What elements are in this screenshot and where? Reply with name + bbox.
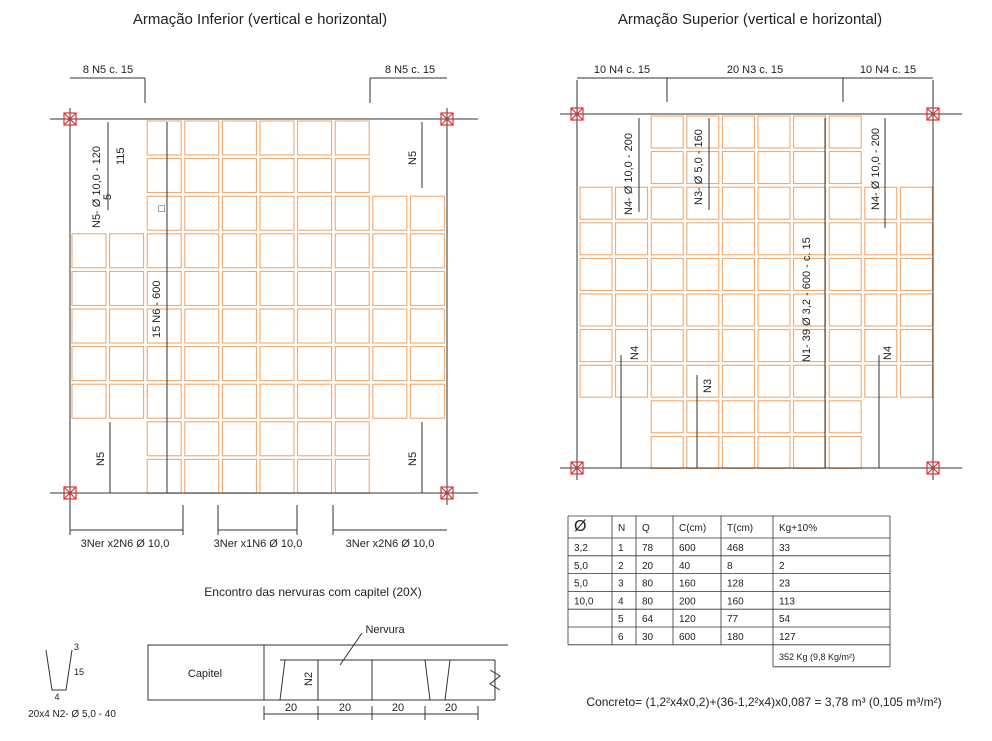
table-cell: 113 xyxy=(779,596,795,608)
detail-drawing xyxy=(46,633,508,720)
waffle-cell xyxy=(260,309,294,343)
waffle-cell xyxy=(222,459,256,493)
waffle-cell xyxy=(580,223,612,255)
waffle-cell xyxy=(260,159,294,193)
waffle-cell xyxy=(580,294,612,326)
waffle-cell xyxy=(758,401,790,433)
table-cell: 5,0 xyxy=(574,578,588,590)
right-plan xyxy=(560,78,962,480)
stirrup-height-dim: 15 xyxy=(74,667,85,677)
waffle-cell xyxy=(829,223,861,255)
stirrup-label: 20x4 N2- Ø 5,0 - 40 xyxy=(28,709,116,720)
waffle-cell xyxy=(829,365,861,397)
waffle-cell xyxy=(260,384,294,418)
waffle-cell xyxy=(335,196,369,230)
waffle-cell xyxy=(410,347,444,381)
table-cell: 10,0 xyxy=(574,596,594,608)
table-cell: 600 xyxy=(679,632,696,643)
waffle-cell xyxy=(298,159,332,193)
table-cell: 120 xyxy=(679,614,696,626)
waffle-cell xyxy=(722,330,754,362)
waffle-cell xyxy=(758,116,790,148)
waffle-cell xyxy=(651,294,683,326)
waffle-cell xyxy=(758,187,790,219)
waffle-cell xyxy=(410,309,444,343)
waffle-cell xyxy=(373,384,407,418)
waffle-cell xyxy=(72,347,106,381)
n5-small-label: □ xyxy=(156,205,168,212)
waffle-cell xyxy=(687,330,719,362)
waffle-cell xyxy=(185,234,219,268)
waffle-cell xyxy=(147,347,181,381)
waffle-cell xyxy=(185,196,219,230)
table-cell: 33 xyxy=(779,543,791,554)
waffle-cell xyxy=(580,365,612,397)
table-cell: 2 xyxy=(618,560,624,572)
waffle-cell xyxy=(222,384,256,418)
waffle-cell xyxy=(147,196,181,230)
waffle-cell xyxy=(147,384,181,418)
waffle-cell xyxy=(900,330,932,362)
n5-detail-label: N5- Ø 10,0 - 120 xyxy=(91,146,103,228)
table-cell: 5 xyxy=(618,614,624,626)
waffle-cell xyxy=(722,223,754,255)
waffle-cell xyxy=(410,384,444,418)
waffle-cell xyxy=(794,116,826,148)
waffle-cell xyxy=(185,384,219,418)
waffle-cell xyxy=(147,159,181,193)
waffle-cell xyxy=(72,234,106,268)
left-top-left-dimension: 8 N5 c. 15 xyxy=(82,64,134,76)
bottom-left-dimension: 3Ner x2N6 Ø 10,0 xyxy=(80,538,170,550)
bottom-right-dimension: 3Ner x2N6 Ø 10,0 xyxy=(345,538,435,550)
table-cell: 200 xyxy=(679,596,696,608)
waffle-cell xyxy=(222,196,256,230)
waffle-cell xyxy=(222,422,256,456)
waffle-cell xyxy=(900,258,932,290)
waffle-cell xyxy=(410,196,444,230)
table-cell: 30 xyxy=(642,632,654,643)
waffle-cell xyxy=(298,309,332,343)
n5-top-right-label: N5 xyxy=(407,150,419,165)
table-cell: 2 xyxy=(779,560,785,572)
waffle-cell xyxy=(147,422,181,456)
waffle-cell xyxy=(222,159,256,193)
waffle-cell xyxy=(758,365,790,397)
n5-length-label: 115 xyxy=(115,147,127,165)
waffle-cell xyxy=(829,330,861,362)
waffle-cell xyxy=(722,365,754,397)
waffle-cell xyxy=(260,459,294,493)
waffle-cell xyxy=(687,294,719,326)
table-cell: 64 xyxy=(642,614,654,626)
waffle-cell xyxy=(829,294,861,326)
waffle-cell xyxy=(722,258,754,290)
table-header: C(cm) xyxy=(679,523,707,534)
waffle-cell xyxy=(687,401,719,433)
bottom-middle-dimension: 3Ner x1N6 Ø 10,0 xyxy=(213,538,303,550)
spacing-4: 20 xyxy=(444,702,458,714)
table-cell: 6 xyxy=(618,632,624,643)
concrete-formula: Concreto= (1,2²x4x0,2)+(36-1,2²x4)x0,087 = 3,78 m³ (0,105 m³/m²) xyxy=(586,695,942,709)
n4-left-label: N4- Ø 10,0 - 200 xyxy=(623,133,635,215)
table-cell: 468 xyxy=(727,543,744,554)
waffle-cell xyxy=(185,271,219,305)
waffle-cell xyxy=(260,196,294,230)
n4-small-left-label: N4 xyxy=(629,345,641,360)
waffle-cell xyxy=(72,271,106,305)
waffle-cell xyxy=(722,436,754,468)
waffle-cell xyxy=(722,116,754,148)
waffle-cell xyxy=(373,196,407,230)
table-cell: 600 xyxy=(679,543,696,554)
waffle-cell xyxy=(580,258,612,290)
stirrup-top-dim: 3 xyxy=(74,642,80,652)
waffle-cell xyxy=(110,347,144,381)
waffle-cell xyxy=(651,116,683,148)
waffle-cell xyxy=(865,223,897,255)
table-cell: 4 xyxy=(618,596,624,608)
waffle-cell xyxy=(651,258,683,290)
waffle-cell xyxy=(110,384,144,418)
stirrup-bottom-dim: 4 xyxy=(54,692,60,702)
waffle-cell xyxy=(298,422,332,456)
waffle-cell xyxy=(865,294,897,326)
waffle-cell xyxy=(829,258,861,290)
waffle-cell xyxy=(335,459,369,493)
n5-bottom-right-label: N5 xyxy=(407,451,419,466)
table-cell: 40 xyxy=(679,560,691,572)
spacing-1: 20 xyxy=(284,702,298,714)
waffle-cell xyxy=(758,330,790,362)
waffle-cell xyxy=(900,187,932,219)
waffle-cell xyxy=(410,271,444,305)
table-header: N xyxy=(618,523,626,534)
left-top-right-dimension: 8 N5 c. 15 xyxy=(384,64,436,76)
waffle-cell xyxy=(335,159,369,193)
n3-small-label: N3 xyxy=(702,378,714,393)
table-cell: 8 xyxy=(727,560,733,572)
table-cell: 80 xyxy=(642,578,654,590)
waffle-cell xyxy=(335,309,369,343)
table-header: Q xyxy=(642,523,650,534)
waffle-cell xyxy=(410,234,444,268)
waffle-cell xyxy=(298,459,332,493)
nervura-label: Nervura xyxy=(365,624,405,636)
waffle-cell xyxy=(651,330,683,362)
table-cell: 80 xyxy=(642,596,654,608)
table-header: Kg+10% xyxy=(779,523,818,534)
detail-title: Encontro das nervuras com capitel (20X) xyxy=(204,585,422,599)
table-header: Ø xyxy=(574,518,587,535)
n5-bottom-left-label: N5 xyxy=(95,451,107,466)
waffle-cell xyxy=(72,309,106,343)
waffle-cell xyxy=(616,365,648,397)
waffle-cell xyxy=(900,365,932,397)
waffle-cell xyxy=(110,234,144,268)
waffle-cell xyxy=(580,187,612,219)
n4-small-right-label: N4 xyxy=(882,345,894,360)
waffle-cell xyxy=(373,347,407,381)
waffle-cell xyxy=(298,384,332,418)
waffle-cell xyxy=(722,152,754,184)
waffle-cell xyxy=(185,422,219,456)
waffle-cell xyxy=(794,401,826,433)
waffle-cell xyxy=(335,384,369,418)
waffle-cell xyxy=(185,159,219,193)
waffle-cell xyxy=(147,121,181,155)
waffle-cell xyxy=(185,347,219,381)
waffle-cell xyxy=(865,365,897,397)
waffle-cell xyxy=(758,436,790,468)
waffle-cell xyxy=(651,401,683,433)
waffle-cell xyxy=(651,365,683,397)
waffle-cell xyxy=(260,422,294,456)
waffle-cell xyxy=(758,294,790,326)
table-cell: 23 xyxy=(779,578,791,590)
waffle-cell xyxy=(298,271,332,305)
waffle-cell xyxy=(72,384,106,418)
waffle-cell xyxy=(900,223,932,255)
waffle-cell xyxy=(758,258,790,290)
waffle-cell xyxy=(147,234,181,268)
waffle-cell xyxy=(651,152,683,184)
waffle-cell xyxy=(373,271,407,305)
table-cell: 1 xyxy=(618,543,624,554)
table-total: 352 Kg (9,8 Kg/m²) xyxy=(779,651,856,662)
waffle-cell xyxy=(651,436,683,468)
waffle-cell xyxy=(335,347,369,381)
waffle-cell xyxy=(110,271,144,305)
waffle-cell xyxy=(580,330,612,362)
spacing-3: 20 xyxy=(391,702,405,714)
waffle-cell xyxy=(687,258,719,290)
right-dimension-right: 10 N4 c. 15 xyxy=(859,64,917,76)
right-dimension-left: 10 N4 c. 15 xyxy=(593,64,651,76)
waffle-cell xyxy=(651,187,683,219)
waffle-cell xyxy=(900,294,932,326)
waffle-cell xyxy=(222,347,256,381)
table-cell: 78 xyxy=(642,543,654,554)
waffle-cell xyxy=(373,309,407,343)
waffle-cell xyxy=(829,436,861,468)
right-dimension-middle: 20 N3 c. 15 xyxy=(726,64,784,76)
table-cell: 3 xyxy=(618,578,624,590)
table-cell: 127 xyxy=(779,632,796,643)
table-header: T(cm) xyxy=(727,523,754,534)
capitel-label: Capitel xyxy=(187,668,223,680)
table-cell: 180 xyxy=(727,632,744,643)
table-cell: 54 xyxy=(779,614,791,626)
waffle-cell xyxy=(758,223,790,255)
left-plan-title: Armação Inferior (vertical e horizontal) xyxy=(132,11,388,28)
waffle-cell xyxy=(260,121,294,155)
waffle-cell xyxy=(260,271,294,305)
left-corner-markers xyxy=(64,113,453,499)
waffle-cell xyxy=(298,347,332,381)
n2-label: N2 xyxy=(303,671,315,686)
table-cell: 5,0 xyxy=(574,560,588,572)
waffle-cell xyxy=(616,294,648,326)
waffle-cell xyxy=(298,121,332,155)
n1-bar-label: N1- 39 Ø 3,2 - 600 - c. 15 xyxy=(801,237,813,362)
waffle-cell xyxy=(298,234,332,268)
waffle-cell xyxy=(335,121,369,155)
waffle-cell xyxy=(758,152,790,184)
waffle-cell xyxy=(829,152,861,184)
waffle-cell xyxy=(185,459,219,493)
n4-right-label: N4- Ø 10,0 - 200 xyxy=(870,128,882,210)
table-cell: 20 xyxy=(642,560,654,572)
n6-bar-label: 15 N6 - 600 xyxy=(151,280,163,338)
waffle-cell xyxy=(222,234,256,268)
waffle-cell xyxy=(794,365,826,397)
waffle-cell xyxy=(222,121,256,155)
waffle-cell xyxy=(722,294,754,326)
waffle-cell xyxy=(335,422,369,456)
waffle-cell xyxy=(794,187,826,219)
waffle-cell xyxy=(260,347,294,381)
waffle-cell xyxy=(829,401,861,433)
waffle-cell xyxy=(222,309,256,343)
waffle-cell xyxy=(722,401,754,433)
table-cell: 77 xyxy=(727,614,739,626)
waffle-cell xyxy=(373,234,407,268)
waffle-cell xyxy=(829,116,861,148)
waffle-cell xyxy=(222,271,256,305)
right-plan-title: Armação Superior (vertical e horizontal) xyxy=(617,11,883,28)
steel-table xyxy=(568,516,890,667)
waffle-cell xyxy=(687,436,719,468)
waffle-cell xyxy=(298,196,332,230)
waffle-cell xyxy=(794,152,826,184)
n3-top-label: N3- Ø 5,0 - 160 xyxy=(693,129,705,205)
waffle-cell xyxy=(110,309,144,343)
waffle-cell xyxy=(616,258,648,290)
waffle-cell xyxy=(147,459,181,493)
waffle-cell xyxy=(616,223,648,255)
table-cell: 128 xyxy=(727,578,744,590)
waffle-cell xyxy=(260,234,294,268)
waffle-cell xyxy=(335,271,369,305)
table-cell: 160 xyxy=(727,596,744,608)
table-cell: 3,2 xyxy=(574,543,588,554)
left-slab-grid xyxy=(72,121,444,493)
waffle-cell xyxy=(722,187,754,219)
waffle-cell xyxy=(687,223,719,255)
waffle-cell xyxy=(829,187,861,219)
waffle-cell xyxy=(865,258,897,290)
waffle-cell xyxy=(651,223,683,255)
n5-hook-label: 5 xyxy=(102,193,114,200)
spacing-2: 20 xyxy=(338,702,352,714)
waffle-cell xyxy=(794,436,826,468)
waffle-cell xyxy=(335,234,369,268)
waffle-cell xyxy=(185,121,219,155)
waffle-cell xyxy=(185,309,219,343)
table-cell: 160 xyxy=(679,578,696,590)
